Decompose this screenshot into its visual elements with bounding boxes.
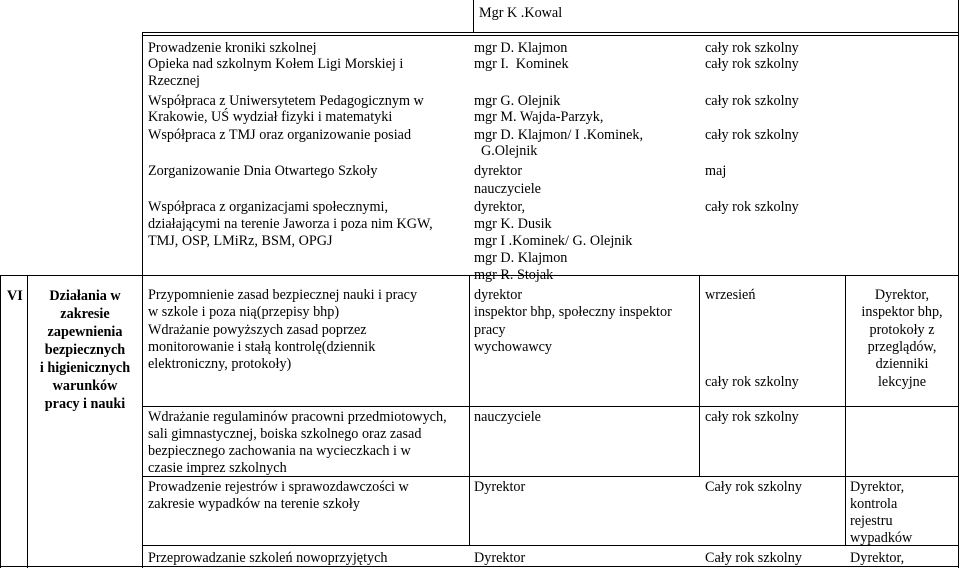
- page-header-author: Mgr K .Kowal: [479, 5, 563, 21]
- notes-text: inspektor bhp,: [861, 304, 943, 320]
- header-bottom-line-2: [142, 35, 959, 36]
- notes-text: Dyrektor,: [874, 287, 930, 303]
- responsible-text: Dyrektor: [474, 550, 526, 566]
- notes-text: Dyrektor,: [850, 479, 905, 495]
- section-title-line: bezpiecznych: [44, 342, 126, 358]
- responsible-text: mgr G. Olejnik: [474, 93, 561, 109]
- task-text: Przeprowadzanie szkoleń nowoprzyjętych: [148, 550, 388, 566]
- task-text: sali gimnastycznej, boiska szkolnego oraz zasad: [148, 426, 422, 442]
- notes-text: przeglądów,: [867, 339, 937, 355]
- task-text: Wdrażanie powyższych zasad poprzez: [148, 322, 367, 338]
- task-text: TMJ, OSP, LMiRz, BSM, OPGJ: [148, 233, 333, 249]
- section-title-line: zapewnienia: [47, 324, 123, 340]
- notes-text: protokoły z: [869, 322, 935, 338]
- task-text: bezpiecznego zachowania na wycieczkach i w: [148, 443, 411, 459]
- responsible-text: mgr R. Stojak: [474, 267, 554, 283]
- task-text: działającymi na terenie Jaworza i poza nim KGW,: [148, 216, 433, 232]
- term-text: Cały rok szkolny: [705, 550, 802, 566]
- section-title-line: warunków: [52, 378, 118, 394]
- responsible-text: mgr D. Klajmon: [474, 40, 568, 56]
- table-border-col-term: [699, 275, 700, 476]
- table-border-col-responsible: [469, 275, 470, 545]
- term-text: cały rok szkolny: [705, 93, 799, 109]
- notes-text: lekcyjne: [877, 374, 927, 390]
- responsible-text: wychowawcy: [474, 339, 553, 355]
- task-text: Prowadzenie kroniki szkolnej: [148, 40, 317, 56]
- task-text: Prowadzenie rejestrów i sprawozdawczości w: [148, 479, 409, 495]
- responsible-text: nauczyciele: [474, 409, 541, 425]
- term-text: cały rok szkolny: [705, 409, 799, 425]
- notes-text: kontrola: [850, 496, 898, 512]
- term-text: cały rok szkolny: [705, 56, 799, 72]
- section-title-line: i higienicznych: [39, 360, 131, 376]
- term-text: Cały rok szkolny: [705, 479, 802, 495]
- responsible-text: G.Olejnik: [481, 143, 538, 159]
- task-text: w szkole i poza nią(przepisy bhp): [148, 304, 340, 320]
- task-text: Współpraca z Uniwersytetem Pedagogicznym w: [148, 93, 424, 109]
- task-text: Wdrażanie regulaminów pracowni przedmiotowych,: [148, 409, 447, 425]
- section-title-line: zakresie: [60, 306, 110, 322]
- responsible-text: mgr I .Kominek/ G. Olejnik: [474, 233, 633, 249]
- term-text: maj: [705, 163, 727, 179]
- table-border-section-left: [0, 275, 1, 568]
- responsible-text: nauczyciele: [474, 181, 541, 197]
- notes-text: dzienniki: [875, 356, 929, 372]
- task-text: czasie imprez szkolnych: [148, 460, 287, 476]
- task-text: zakresie wypadków na terenie szkoły: [148, 496, 360, 512]
- term-text: cały rok szkolny: [705, 40, 799, 56]
- term-text: cały rok szkolny: [705, 199, 799, 215]
- responsible-text: mgr I. Kominek: [474, 56, 569, 72]
- term-text: wrzesień: [705, 287, 756, 303]
- responsible-text: dyrektor,: [474, 199, 526, 215]
- notes-text: rejestru: [850, 513, 893, 529]
- task-text: Współpraca z TMJ oraz organizowanie posiad: [148, 127, 412, 143]
- term-text: cały rok szkolny: [705, 127, 799, 143]
- task-text: elektroniczny, protokoły): [148, 356, 292, 372]
- table-border-right: [958, 0, 959, 568]
- notes-text: Dyrektor,: [850, 550, 905, 566]
- term-text: cały rok szkolny: [705, 374, 799, 390]
- header-bottom-line: [142, 32, 959, 33]
- task-text: Rzecznej: [148, 73, 200, 89]
- table-border-col-task-left: [142, 32, 143, 568]
- row-line-3: [142, 545, 959, 546]
- notes-text: wypadków: [850, 530, 913, 546]
- responsible-text: dyrektor: [474, 287, 523, 303]
- task-text: Współpraca z organizacjami społecznymi,: [148, 199, 389, 215]
- responsible-text: mgr M. Wajda-Parzyk,: [474, 109, 604, 125]
- task-text: Opieka nad szkolnym Kołem Ligi Morskiej i: [148, 56, 404, 72]
- section-title-line: Działania w: [49, 288, 121, 304]
- responsible-text: dyrektor: [474, 163, 523, 179]
- table-border-left-header: [473, 0, 474, 33]
- section-title-line: pracy i nauki: [44, 396, 126, 412]
- responsible-text: mgr D. Klajmon/ I .Kominek,: [474, 127, 644, 143]
- responsible-text: Dyrektor: [474, 479, 526, 495]
- section-number: VI: [7, 288, 23, 304]
- task-text: Przypomnienie zasad bezpiecznej nauki i pracy: [148, 287, 418, 303]
- responsible-text: pracy: [474, 322, 506, 338]
- row-line-1: [142, 406, 959, 407]
- responsible-text: inspektor bhp, społeczny inspektor: [474, 304, 672, 320]
- responsible-text: mgr K. Dusik: [474, 216, 552, 232]
- task-text: monitorowanie i stałą kontrolę(dziennik: [148, 339, 376, 355]
- responsible-text: mgr D. Klajmon: [474, 250, 568, 266]
- task-text: Krakowie, UŚ wydział fizyki i matematyki: [148, 109, 393, 125]
- task-text: Zorganizowanie Dnia Otwartego Szkoły: [148, 163, 378, 179]
